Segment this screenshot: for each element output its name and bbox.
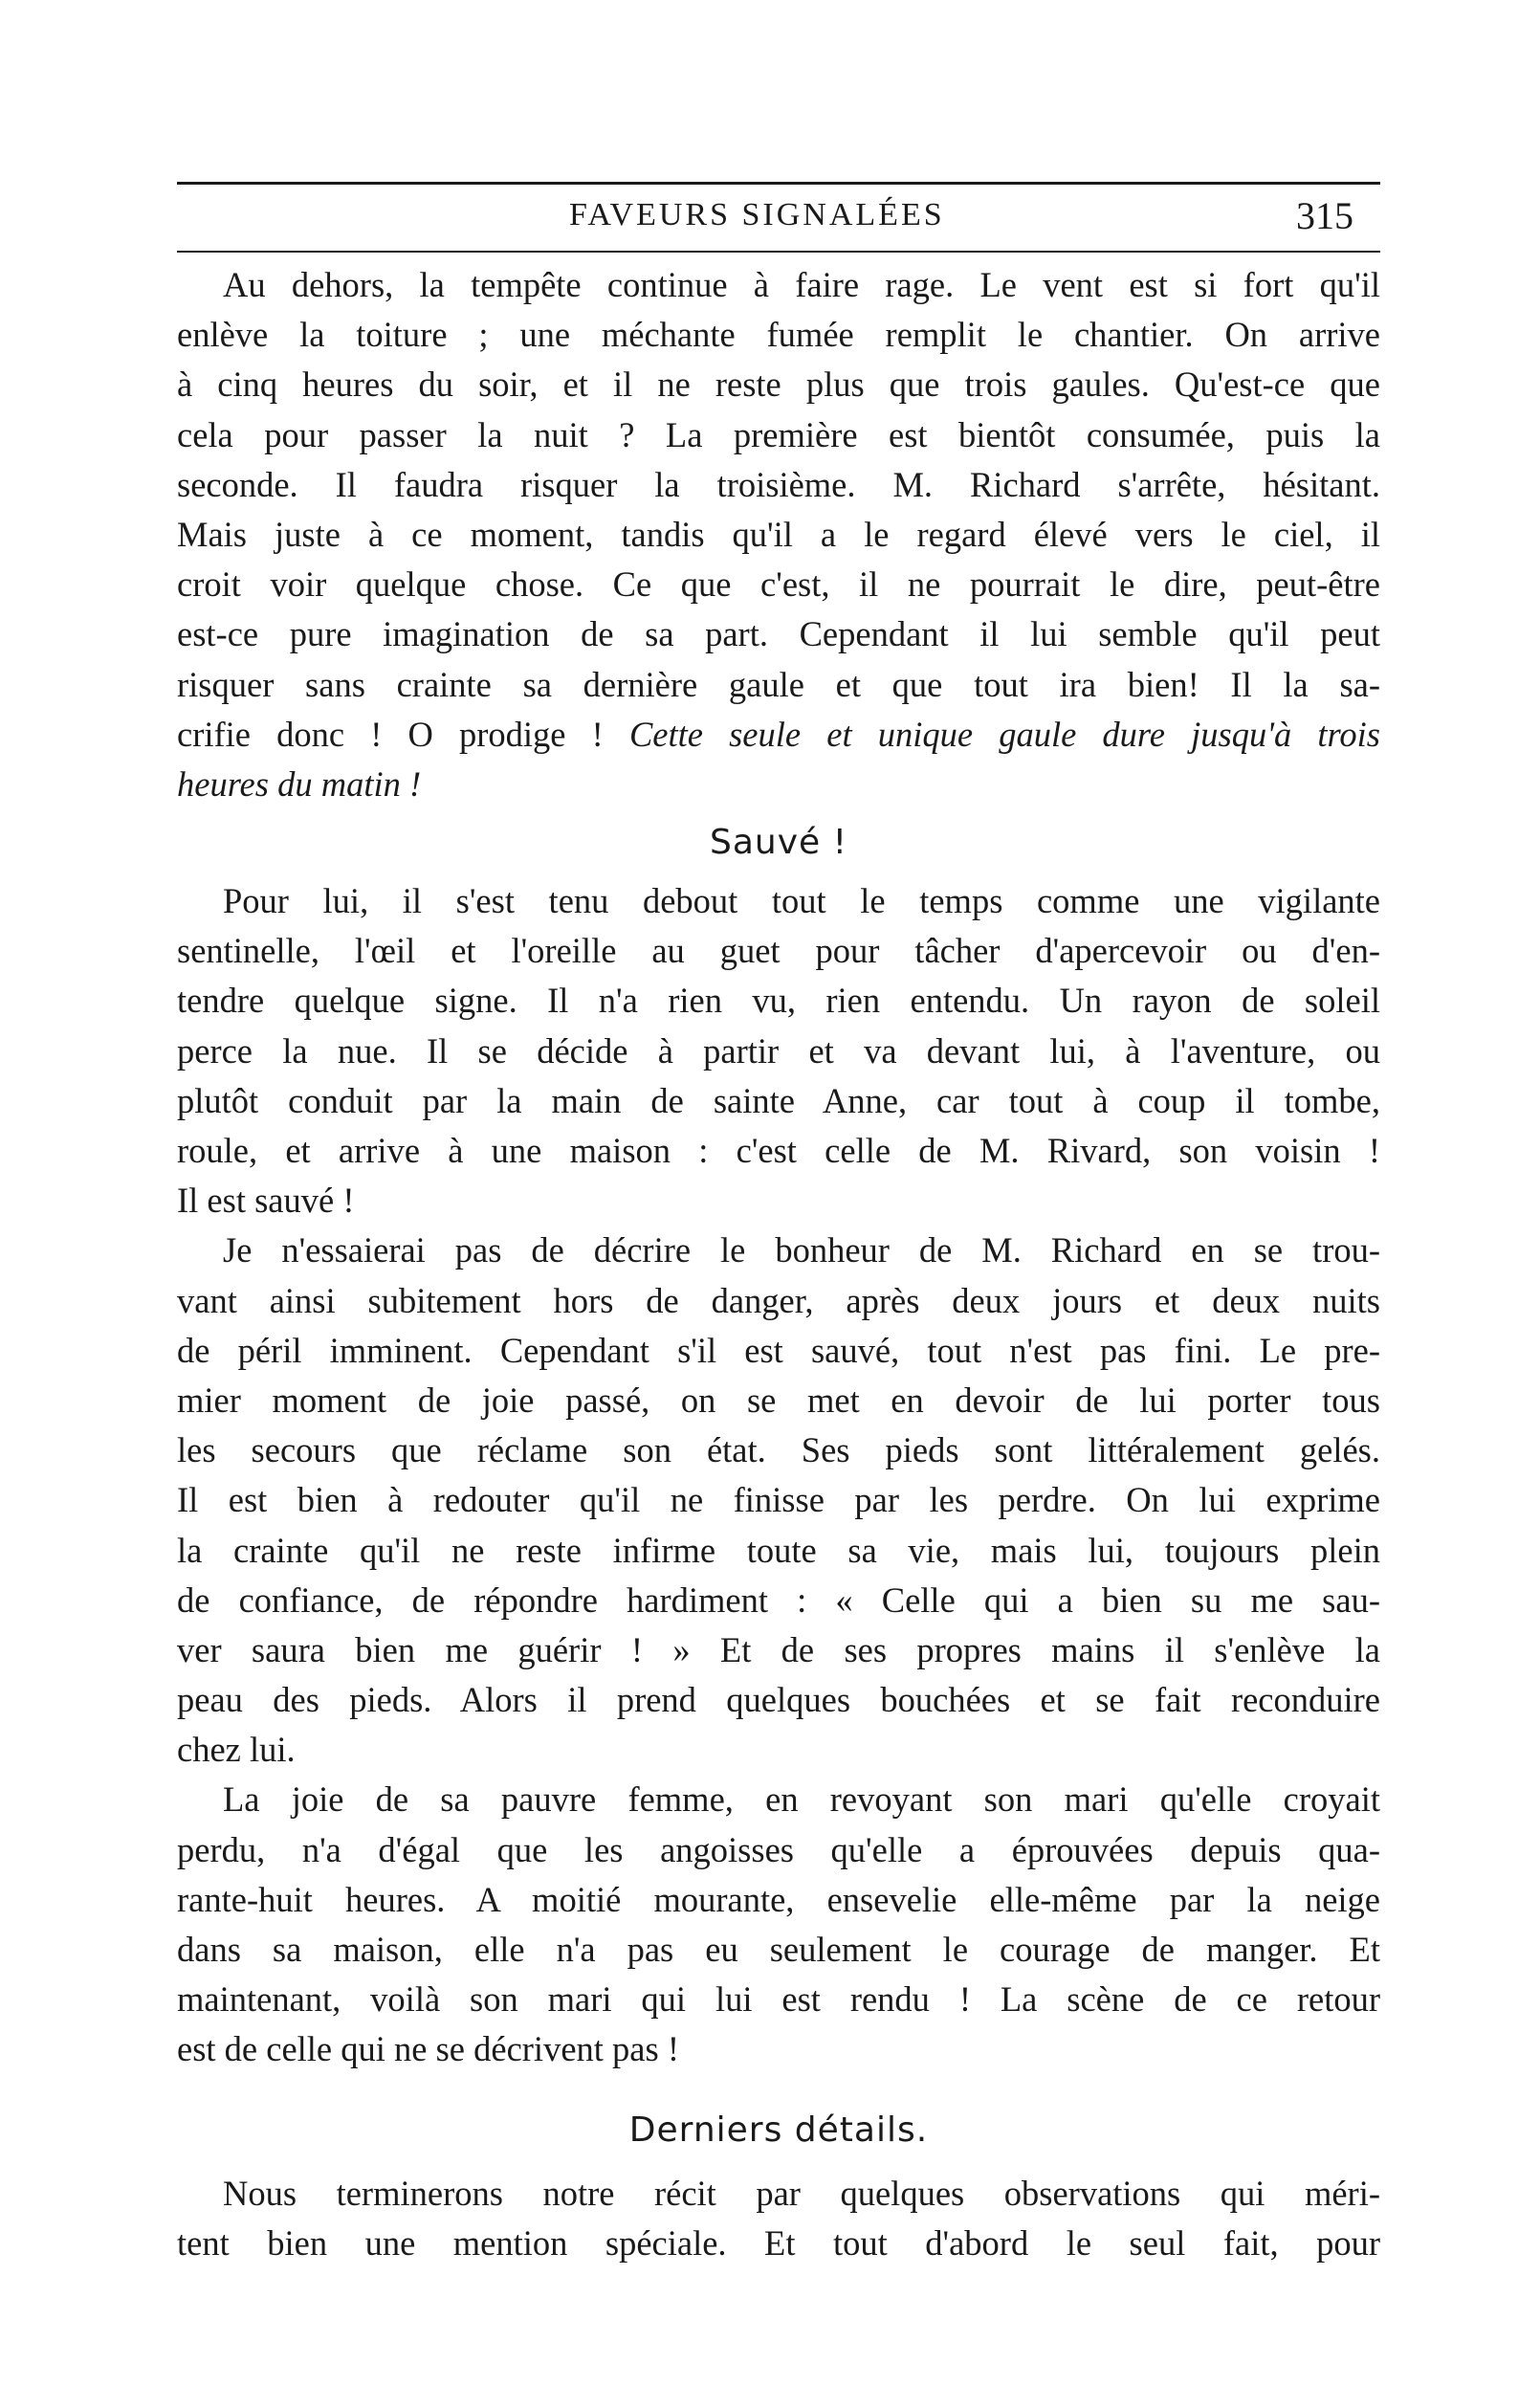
text-line: plutôt conduit par la main de sainte Anne, car tout à coup il tombe, (177, 1080, 1380, 1120)
text-line: maintenant, voilà son mari qui lui est rendu ! La scène de ce retour (177, 1979, 1380, 2020)
text-line: Il est sauvé ! (177, 1181, 355, 1221)
text-line: chez lui. (177, 1730, 296, 1770)
text-line: heures du matin ! (177, 763, 422, 804)
text-line: la crainte qu'il ne reste infirme toute sa vie, mais lui, toujours plein (177, 1530, 1380, 1570)
text-line: perdu, n'a d'égal que les angoisses qu'elle a éprouvées depuis qua- (177, 1829, 1380, 1869)
text-line: ver saura bien me guérir ! » Et de ses propres mains il s'enlève la (177, 1629, 1380, 1669)
text-line: vant ainsi subitement hors de danger, après deux jours et deux nuits (177, 1280, 1380, 1320)
text-roman: crifie donc ! O prodige ! (177, 714, 629, 754)
running-title: FAVEURS SIGNALÉES (569, 197, 945, 232)
text-line: est-ce pure imagination de sa part. Cependant il lui semble qu'il peut (177, 614, 1380, 654)
text-line: roule, et arrive à une maison : c'est celle de M. Rivard, son voisin ! (177, 1131, 1380, 1170)
text-italic: Cette seule et unique gaule dure jusqu'à trois (628, 714, 1380, 754)
running-header (177, 191, 1380, 245)
text-line: Nous terminerons notre récit par quelques observations qui méri- (223, 2173, 1380, 2213)
text-line: tent bien une mention spéciale. Et tout d'abord le seul fait, pour (177, 2222, 1380, 2263)
text-line: perce la nue. Il se décide à partir et va devant lui, à l'aventure, ou (177, 1030, 1380, 1071)
section-heading-details: Derniers détails. (628, 2110, 929, 2150)
text-line (177, 710, 1380, 760)
text-line: de confiance, de répondre hardiment : « Celle qui a bien su me sau- (177, 1580, 1380, 1620)
body-text (177, 260, 1380, 2268)
text-line: Il est bien à redouter qu'il ne finisse par les perdre. On lui exprime (177, 1480, 1380, 1520)
text-line: mier moment de joie passé, on se met en devoir de lui porter tous (177, 1380, 1380, 1420)
text-line: risquer sans crainte sa dernière gaule et que tout ira bien! Il la sa- (177, 664, 1380, 704)
text-line: La joie de sa pauvre femme, en revoyant son mari qu'elle croyait (223, 1779, 1380, 1820)
text-line: rante-huit heures. A moitié mourante, ensevelie elle-même par la neige (177, 1879, 1380, 1919)
text-line: les secours que réclame son état. Ses pieds sont littéralement gelés. (177, 1430, 1380, 1470)
text-line: tendre quelque signe. Il n'a rien vu, rien entendu. Un rayon de soleil (177, 981, 1380, 1021)
text-line: est de celle qui ne se décrivent pas ! (177, 2029, 679, 2069)
text-line: sentinelle, l'œil et l'oreille au guet pour tâcher d'apercevoir ou d'en- (177, 931, 1380, 971)
text-line: seconde. Il faudra risquer la troisième. M. Richard s'arrête, hésitant. (177, 464, 1380, 504)
text-line: Mais juste à ce moment, tandis qu'il a le regard élevé vers le ciel, il (177, 514, 1380, 554)
page-number: 315 (1296, 194, 1353, 237)
header-top-rule (177, 182, 1380, 185)
text-line: croit voir quelque chose. Ce que c'est, il ne pourrait le dire, peut-être (177, 564, 1380, 605)
text-line: Pour lui, il s'est tenu debout tout le temps comme une vigilante (223, 881, 1380, 921)
header-bottom-rule (177, 251, 1380, 253)
text-line: Je n'essaierai pas de décrire le bonheur de M. Richard en se trou- (223, 1230, 1380, 1270)
text-line: Au dehors, la tempête continue à faire rage. Le vent est si fort qu'il (223, 265, 1380, 304)
text-line: dans sa maison, elle n'a pas eu seulement le courage de manger. Et (177, 1930, 1380, 1969)
text-line: de péril imminent. Cependant s'il est sauvé, tout n'est pas fini. Le pre- (177, 1330, 1380, 1370)
text-line: à cinq heures du soir, et il ne reste plus que trois gaules. Qu'est-ce que (177, 365, 1380, 405)
text-line: cela pour passer la nuit ? La première est bientôt consumée, puis la (177, 414, 1380, 454)
text-line: peau des pieds. Alors il prend quelques bouchées et se fait reconduire (177, 1680, 1380, 1720)
text-line: enlève la toiture ; une méchante fumée remplit le chantier. On arrive (177, 315, 1380, 355)
section-heading-saved: Sauvé ! (709, 823, 848, 863)
